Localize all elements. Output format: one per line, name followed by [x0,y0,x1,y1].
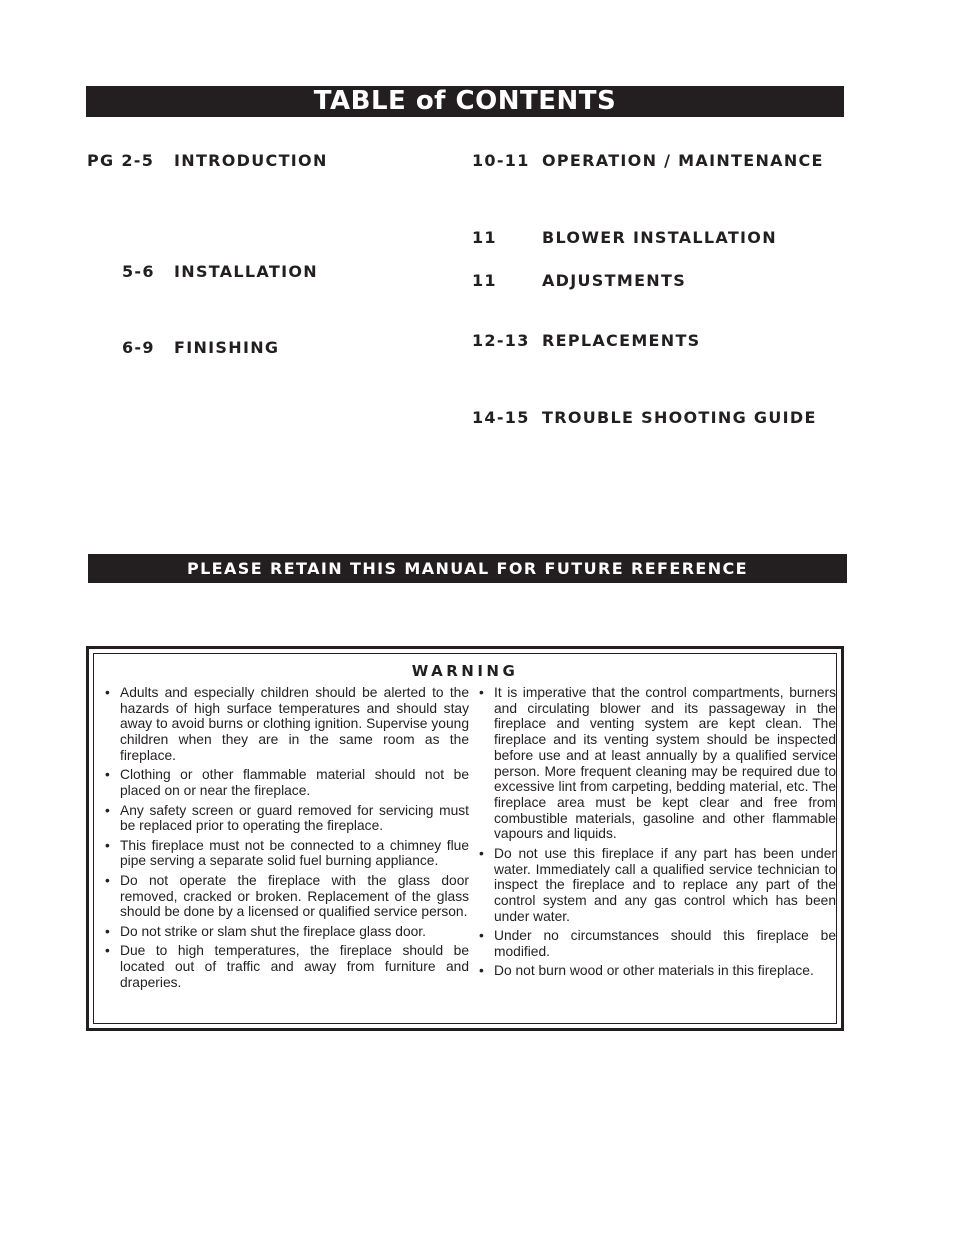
warning-inner-frame [93,653,837,1024]
bullet-icon: • [479,685,484,700]
warning-item-text: Do not burn wood or other materials in this fireplace. [494,963,814,979]
toc-title-bar [86,86,844,117]
warning-item [102,924,469,940]
bullet-icon: • [105,767,110,783]
warning-item [476,846,836,925]
warning-item-text: Do not operate the fireplace with the glass door removed, cracked or broken. Replacement of the glass should be done by a licensed or qualified service person. [120,872,469,920]
warning-item [102,767,469,798]
warning-item [102,803,469,834]
toc-section-label: FINISHING [174,338,280,357]
bullet-icon: • [105,837,110,853]
toc-page-number: 12-13 [472,331,530,350]
toc-section-label: REPLACEMENTS [542,331,701,350]
toc-page-number: PG 2-5 [87,151,155,170]
bullet-icon: • [105,802,110,818]
toc-section-label: INTRODUCTION [174,151,328,170]
retain-notice-text: PLEASE RETAIN THIS MANUAL FOR FUTURE REFERENCE [186,559,749,578]
toc-page-number: 6-9 [122,338,155,357]
warning-item-text: It is imperative that the control compartments, burners and circulating blower and its passageway in the fireplace and venting system are kept clean. The fireplace and its venting system should be inspected before use and at least annually by a qualified service person. More frequent cleaning may be required due to excessive lint from carpeting, bedding material, etc. The fireplace area must be kept clear and free from combustible materials, gasoline and other flammable vapours and liquids. [494,685,836,842]
toc-page-number: 14-15 [472,408,530,427]
toc-section-label: TROUBLE SHOOTING GUIDE [542,408,817,427]
warning-list-right [476,685,836,983]
page-title: TABLE of CONTENTS [313,86,617,116]
toc-section-label: INSTALLATION [174,262,318,281]
warning-item [102,838,469,869]
bullet-icon: • [105,943,110,959]
warning-item-text: Due to high temperatures, the fireplace should be located out of traffic and away from furniture and draperies. [120,943,469,990]
warning-item [476,685,836,842]
warning-item [476,928,836,959]
toc-page-number: 11 [472,271,497,290]
warning-item-text: Do not strike or slam shut the fireplace glass door. [120,923,426,939]
bullet-icon: • [479,845,484,861]
bullet-icon: • [105,685,110,700]
bullet-icon: • [479,928,484,944]
warning-item-text: Any safety screen or guard removed for servicing must be replaced prior to operating the fireplace. [120,802,469,834]
warning-item-text: This fireplace must not be connected to a chimney flue pipe serving a separate solid fuel burning appliance. [120,837,469,869]
retain-notice-bar [88,554,847,583]
warning-item [476,963,836,979]
warning-box [86,646,844,1031]
toc-section-label: ADJUSTMENTS [542,271,687,290]
warning-item [102,943,469,990]
bullet-icon: • [105,923,110,939]
warning-item-text: Under no circumstances should this fireplace be modified. [494,928,836,959]
warning-title: WARNING [411,662,519,680]
warning-item-text: Adults and especially children should be alerted to the hazards of high surface temperatures and should stay away to avoid burns or clothing ignition. Supervise young children when they are in the same room as the fireplace. [120,685,469,763]
toc-page-number: 11 [472,228,497,247]
toc-page-number: 10-11 [472,151,530,170]
warning-item [102,873,469,920]
warning-item-text: Do not use this fireplace if any part has been under water. Immediately call a qualified service technician to inspect the fireplace and to replace any part of the control system and any gas control which has been under water. [494,845,836,924]
toc-page-number: 5-6 [122,262,155,281]
toc-section-label: BLOWER INSTALLATION [542,228,777,247]
bullet-icon: • [479,963,484,979]
bullet-icon: • [105,872,110,888]
warning-item-text: Clothing or other flammable material should not be placed on or near the fireplace. [120,767,469,799]
toc-section-label: OPERATION / MAINTENANCE [542,151,824,170]
warning-list-left [102,685,469,994]
warning-item [102,685,469,764]
